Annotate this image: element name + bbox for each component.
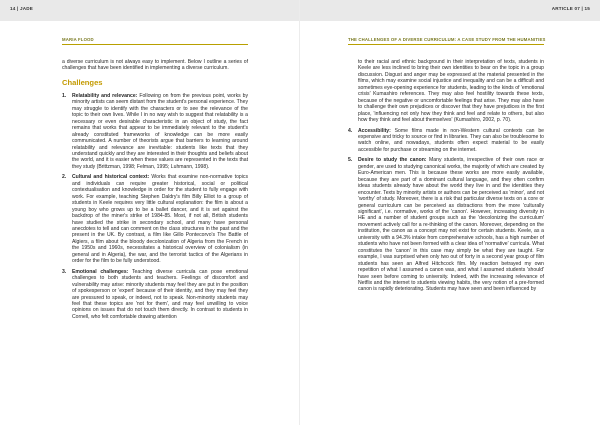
- challenge-item: [62, 93, 248, 170]
- challenge-item: [62, 174, 248, 264]
- running-head-title: THE CHALLENGES OF A DIVERSE CURRICULUM: A CASE STUDY FROM THE HUMANITIES: [348, 37, 546, 42]
- item-number: 2.: [62, 174, 67, 181]
- intro-paragraph: a diverse curriculum is not always easy to implement. Below I outline a series of challenges that have been identified in implementing a diverse curriculum.: [62, 59, 248, 72]
- item-term: Cultural and historical context:: [72, 174, 150, 181]
- item-text: Following on from the previous point, works by minority artists can seem distant from the student's personal experience. They may struggle to identify with the characters or to see the relevance of the topic to their own lives. While I in no way wish to suggest that relatability is a necessary or even desirable characteristic in an object of study, the fact remains that works that appear to be immediately relevant to the student's already constituted frameworks of knowledge can be more easily communicated. A number of theorists argue that barriers to learning around relatability and relevance are inevitable: students like texts that they understand quickly and they are interested in their thoughts and beliefs about the world, and it is easier when these values are represented in the texts that they study (Brittzman, 1998; Felman, 1995; Luhmann, 1998).: [72, 92, 249, 170]
- challenge-item: [62, 269, 248, 321]
- challenge-item: [348, 157, 544, 293]
- section-heading: Challenges: [62, 77, 103, 87]
- continued-paragraph: to their racial and ethnic background in their interpretation of texts, students in Keele are less inclined to bring their own identities to bear on the topic in a group discussion. Disgust and anger may be expressed at the material presented in the films, which may examine social injustice and inequality and can be a difficult and sometimes eye-opening experience for students, leading to the kinds of 'emotional crisis' Kumashiro references. They may also feel hostility towards these texts, because of the negative or uncomfortable feelings that arise. They may also have to challenge their own prejudices or discover that they have prejudices in the first place, 'influencing not only how they think and feel and relate to others, but also how they think and feel about themselves' (Kumashiro, 2002, p. 70).: [358, 59, 544, 124]
- challenge-list: [348, 128, 544, 293]
- item-number: 4.: [348, 127, 353, 134]
- challenge-list: [62, 93, 248, 320]
- folio-bar: [300, 0, 600, 21]
- item-number: 1.: [62, 92, 67, 99]
- item-text: Many students, irrespective of their own race or gender, are used to studying canonical works, the majority of which are created by Euro-American men. This is because these works are more easily available, because they are part of a dominant cultural language, and they often confirm ideas students already have about the world they live in and the identities they encounter. Texts by minority artists or authors can be perceived as 'minor', and not 'worthy' of study. Moreover, there is a risk that particular diverse texts on a core or general curriculum can be perceived as distractions from the more 'culturally significant', i.e. normative, works of the 'canon'. However, increasing diversity in HE and a number of student groups such as the 'decolonizing the curriculum' movement actively call for a re-thinking of the canon. Moreover, depending on the institution, the canon as a concept may not exist for certain students. Keele, as a university with a 94.3% intake from comprehensive schools, has a high number of students who have not been formed with a clear idea of 'normative' curricula. What constitutes the 'canon' in this case may simply be what they are taught. For example, I was surprised when only two out of forty in a second year group of film students has seen an Alfred Hitchcock film. My reaction betrayed my own repetition of what I assumed a canon was, and what I assumed students 'should' have seen before coming to university. Indeed, with the increasing relevance of Netflix and the internet to students viewing habits, the very notion of a pre-formed canon is rapidly deteriorating. Students may have seen and been influenced by: [358, 157, 544, 293]
- item-text: Teaching diverse curricula can pose emotional challenges to both students and teachers. Feelings of discomfort and vulnerability may arise: minority students may feel they are put in the position of spokesperson or 'expert' because of their identity, and they may feel they are pressured to speak, or indeed, not to speak. Non-minority students may feel that these topics are 'not for them', and may feel unwilling to voice opinions on issues that do not touch them directly. In contrast to students in Cornell, who felt comfortable drawing attention: [72, 268, 248, 320]
- left-body-text: [62, 59, 248, 324]
- item-term: Emotional challenges:: [72, 268, 129, 275]
- item-text: Some films made in non-Western cultural contexts can be expensive and tricky to source or find in libraries. They can also be troublesome to watch online, and nowadays, students often expect material to be easily accessible for purchase or streaming on the internet.: [358, 127, 544, 153]
- running-head-author: MARIA FLOOD: [62, 37, 94, 42]
- right-body-text: [348, 59, 544, 297]
- item-term: Accessibility:: [358, 127, 391, 134]
- item-text: Works that examine non-normative topics and individuals can require greater historical, social or political contextualisation and knowledge in order for the student to fully engage with work. For example, teaching Stephen Daldry's film Billy Elliot to a group of students in Keele requires very little cultural explanation: the film is about a young boy who grows up to be a ballet dancer, and it is set against the backdrop of the miner's strike of 1984-85. Most, if not all, British students have studied the strike in secondary school, and many have personal anecdotes to tell and can comment on the class structures in the past and the present in the UK. By contrast, a film like Gillo Pontecorvo's The Battle of Algiers, a film about the bloody decolonization of Algeria from the French in the 1950s and 1960s, necessitates a historical overview of colonialism (in general and in Algeria), the war, and the terrorist tactics of the Algerians in order for the film to be fully understood.: [72, 174, 248, 265]
- folio-bar: [0, 0, 300, 21]
- item-term: Relatability and relevance:: [72, 92, 138, 99]
- item-term: Desire to study the canon:: [358, 157, 427, 164]
- page-folio: 14 | JADE: [10, 6, 34, 11]
- challenge-item: [348, 128, 544, 154]
- item-number: 5.: [348, 157, 353, 164]
- right-page: [300, 0, 600, 425]
- running-head-rule: [62, 44, 248, 45]
- page-folio: ARTICLE 07 | 15: [551, 6, 590, 11]
- running-head-rule: [348, 44, 544, 45]
- item-number: 3.: [62, 268, 67, 275]
